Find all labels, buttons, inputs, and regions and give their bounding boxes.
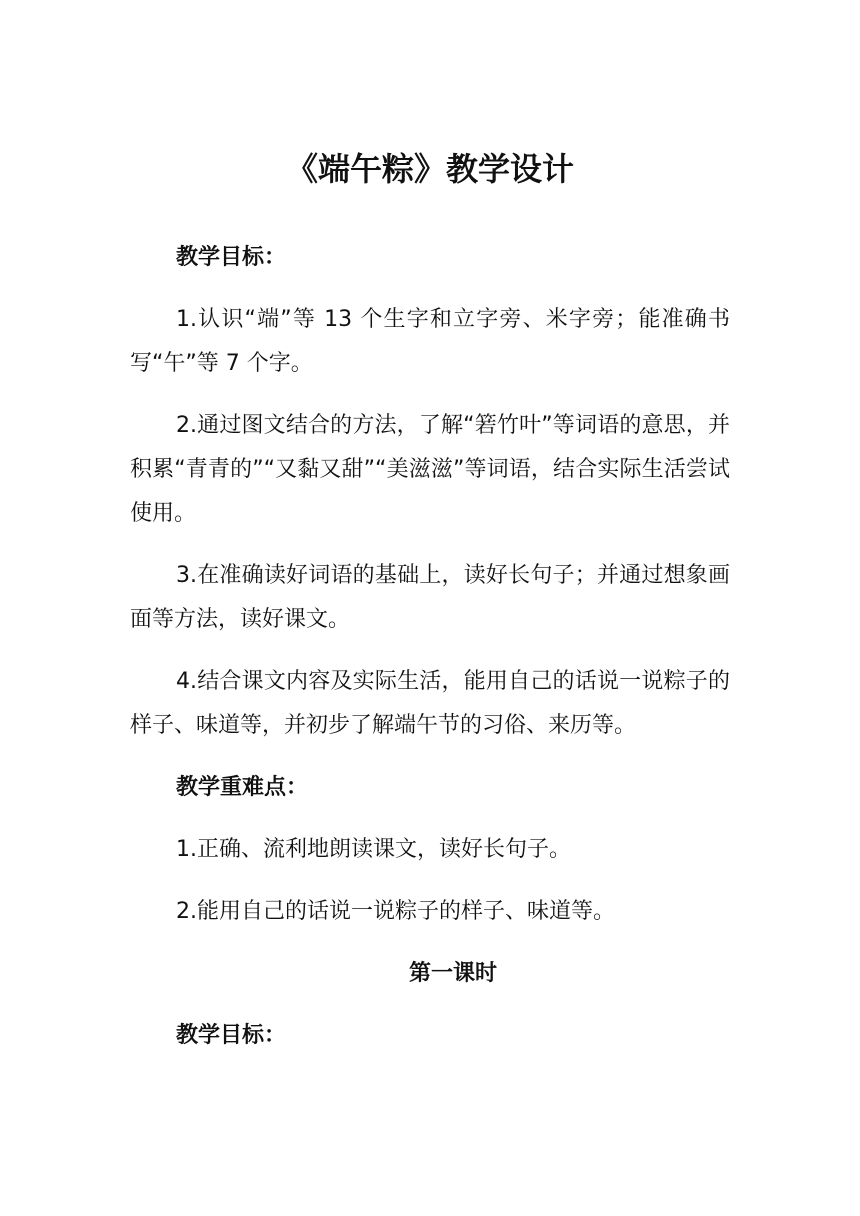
document-body: [130, 236, 730, 1076]
lesson-heading: 第一课时: [408, 961, 497, 986]
key-point-item: 1.正确、流利地朗读课文，读好长句子。: [176, 837, 571, 862]
key-point-item: 2.能用自己的话说一说粽子的样子、味道等。: [176, 899, 615, 924]
key-points-heading: 教学重难点：: [176, 775, 309, 800]
objective-item: 1.认识“端”等 13 个生字和立字旁、米字旁；能准确书写“午”等 7 个字。: [130, 307, 730, 376]
document-title: 《端午粽》教学设计: [285, 150, 574, 188]
objectives-heading: 教学目标：: [176, 245, 287, 270]
objective-item: 4.结合课文内容及实际生活，能用自己的话说一说粽子的样子、味道等，并初步了解端午节的习俗、来历等。: [130, 669, 730, 738]
objective-item: 3.在准确读好词语的基础上，读好长句子；并通过想象画面等方法，读好课文。: [130, 563, 730, 632]
objective-item: 2.通过图文结合的方法，了解“箬竹叶”等词语的意思，并积累“青青的”“又黏又甜”“美滋滋”等词语，结合实际生活尝试使用。: [130, 413, 730, 526]
lesson-objectives-heading: 教学目标：: [176, 1023, 287, 1048]
